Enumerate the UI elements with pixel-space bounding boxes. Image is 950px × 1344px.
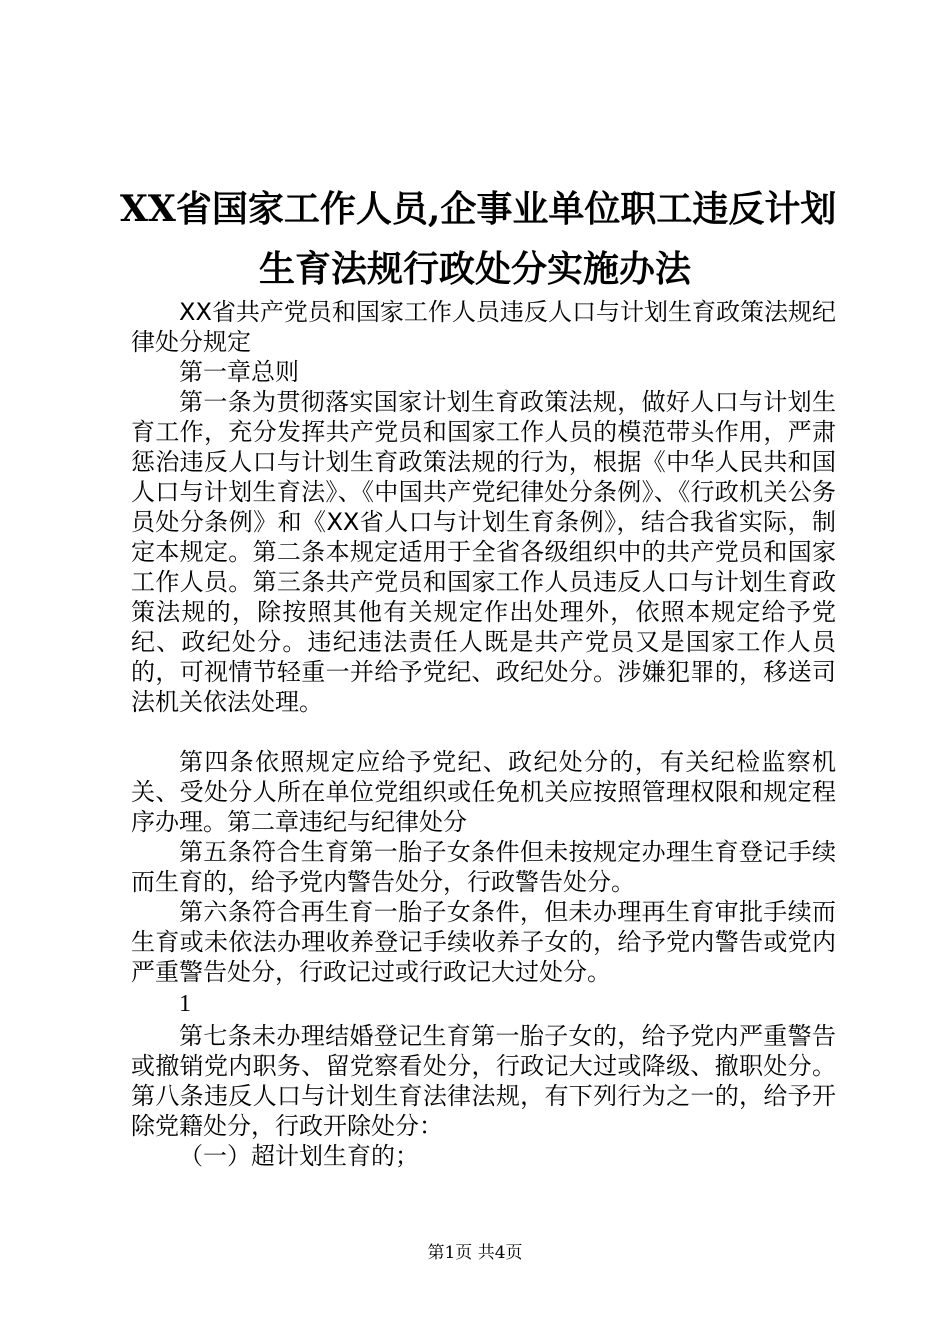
- document-body: [131, 297, 836, 1171]
- paragraph-articles-1-3: 第一条为贯彻落实国家计划生育政策法规，做好人口与计划生育工作，充分发挥共产党员和国家工作人员的模范带头作用，严肃惩治违反人口与计划生育政策法规的行为，根据《中华人民共和国人口与计划生育法》、《中国共产党纪律处分条例》、《行政机关公务员处分条例》和《XX省人口与计划生育条例》，结合我省实际，制定本规定。第二条本规定适用于全省各级组织中的共产党员和国家工作人员。第三条共产党员和国家工作人员违反人口与计划生育政策法规的，除按照其他有关规定作出处理外，依照本规定给予党纪、政纪处分。违纪违法责任人既是共产党员又是国家工作人员的，可视情节轻重一并给予党纪、政纪处分。涉嫌犯罪的，移送司法机关依法处理。: [131, 388, 836, 716]
- paragraph-spacer: [131, 717, 836, 747]
- paragraph-article-5: 第五条符合生育第一胎子女条件但未按规定办理生育登记手续而生育的，给予党内警告处分，行政警告处分。: [131, 838, 836, 896]
- paragraph-regulation-name: XX省共产党员和国家工作人员违反人口与计划生育政策法规纪律处分规定: [131, 298, 836, 356]
- paragraph-article-6: 第六条符合再生育一胎子女条件，但未办理再生育审批手续而生育或未依法办理收养登记手续收养子女的，给予党内警告或党内严重警告处分，行政记过或行政记大过处分。: [131, 898, 836, 986]
- paragraph-list-item-1: （一）超计划生育的；: [179, 1142, 419, 1170]
- document-title-line-2: 生育法规行政处分实施办法: [258, 248, 691, 290]
- paragraph-articles-7-8: 第七条未办理结婚登记生育第一胎子女的，给予党内严重警告或撤销党内职务、留党察看处分，行政记大过或降级、撤职处分。第八条违反人口与计划生育法律法规，有下列行为之一的，给予开除党籍处分，行政开除处分：: [131, 1022, 836, 1140]
- inline-page-number: 1: [179, 991, 191, 1017]
- paragraph-article-4: 第四条依照规定应给予党纪、政纪处分的，有关纪检监察机关、受处分人所在单位党组织或任免机关应按照管理权限和规定程序办理。第二章违纪与纪律处分: [131, 748, 836, 836]
- paragraph-chapter-1-heading: 第一章总则: [179, 358, 299, 386]
- page-footer: 第1页 共4页: [427, 1243, 523, 1263]
- document-title-line-1: XX省国家工作人员,企事业单位职工违反计划: [120, 188, 837, 230]
